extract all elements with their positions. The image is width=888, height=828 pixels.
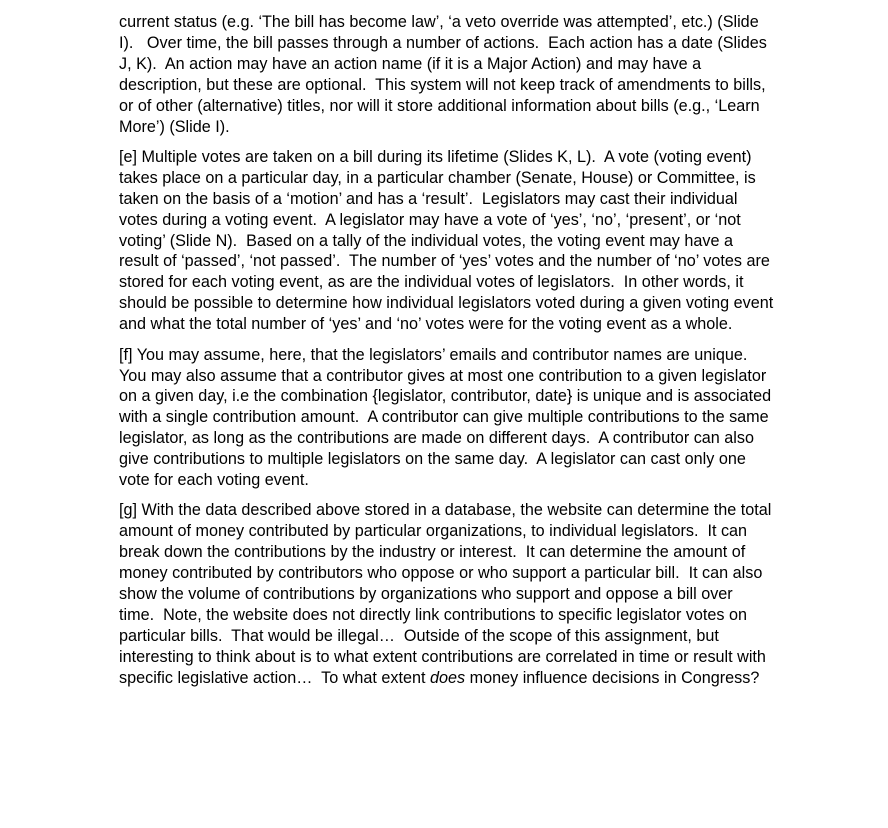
paragraph-text: money influence decisions in Congress? [465,668,760,687]
paragraph-text: current status (e.g. ‘The bill has become law’, ‘a veto override was attempted’, etc.) (Slide I). Over time, the bill passes through a number of actions. Each action has a date (Slides J, K). An action may have an action name (if it is a Major Action) and may have a description, but these are optional. This system will not keep track of amendments to bills, or of other (alternative) titles, nor will it store additional information about bills (e.g., ‘Learn More’) (Slide I). [119,13,767,136]
paragraph-text: [e] Multiple votes are taken on a bill during its lifetime (Slides K, L). A vote (voting event) takes place on a particular day, in a particular chamber (Senate, House) or Committee, is taken on the basis of a ‘motion’ and has a ‘result’. Legislators may cast their individual votes during a voting event. A legislator may have a vote of ‘yes’, ‘no’, ‘present’, or ‘not voting’ (Slide N). Based on a tally of the individual votes, the voting event may have a result of ‘passed’, ‘not passed’. The number of ‘yes’ votes and the number of ‘no’ votes are stored for each voting event, as are the individual votes of legislators. In other words, it should be possible to determine how individual legislators voted during a given voting event and what the total number of ‘yes’ and ‘no’ votes were for the voting event as a whole. [119,147,774,334]
emphasis-text: does [430,668,466,687]
paragraph-text: [g] With the data described above stored in a database, the website can determine the total amount of money contributed by particular organizations, to individual legislators. It can break down the contributions by the industry or interest. It can determine the amount of money contributed by contributors who oppose or who support a particular bill. It can also show the volume of contributions by organizations who support and oppose a bill over time. Note, the website does not directly link contributions to specific legislator votes on particular bills. That would be illegal… Outside of the scope of this assignment, but interesting to think about is to what extent contributions are correlated in time or result with specific legislative action… To what extent [119,501,772,687]
document-page [119,12,775,698]
paragraph-d-continued [119,12,775,137]
paragraph-g [119,500,775,688]
paragraph-e [119,147,775,335]
paragraph-f [119,345,775,491]
paragraph-text: [f] You may assume, here, that the legislators’ emails and contributor names are unique. You may also assume that a contributor gives at most one contribution to a given legislator on a given day, i.e the combination {legislator, contributor, date} is unique and is associated with a single contribution amount. A contributor can give multiple contributions to the same legislator, as long as the contributions are made on different days. A contributor can also give contributions to multiple legislators on the same day. A legislator can cast only one vote for each voting event. [119,345,772,490]
